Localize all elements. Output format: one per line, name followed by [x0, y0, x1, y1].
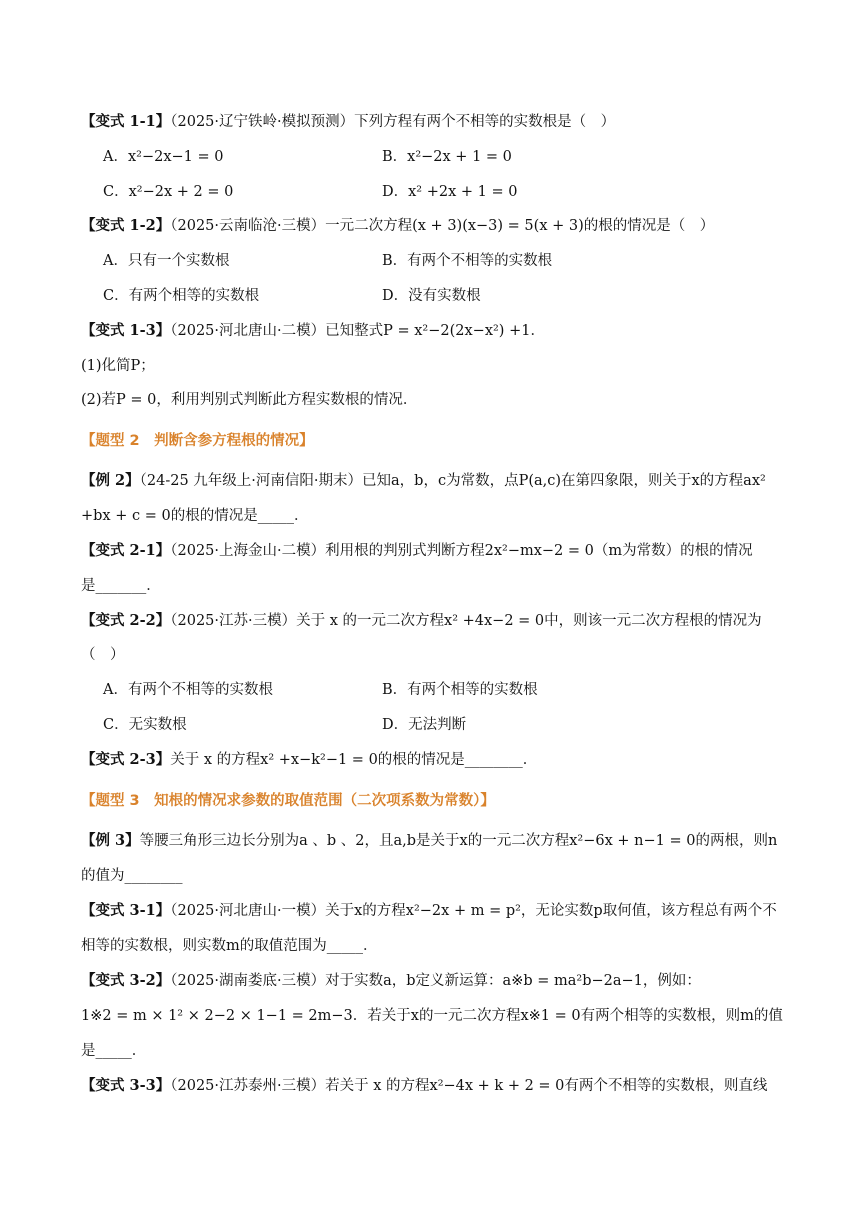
example-3-stem-cont: 的值为________	[81, 868, 183, 884]
example-2-stem: 【例 2】（24-25 九年级上·河南信阳·期末）已知a，b，c为常数，点P(a,c)在第四象限，则关于x的方程ax²	[81, 472, 766, 489]
problem-1-3-part-2: (2)若P = 0，利用判别式判断此方程实数根的情况．	[81, 392, 418, 408]
problem-1-1-stem: 【变式 1-1】（2025·辽宁铁岭·模拟预测）下列方程有两个不相等的实数根是（ ）	[81, 113, 616, 130]
problem-label: 【变式 1-2】	[81, 217, 171, 234]
options-row	[103, 147, 808, 167]
option-d: D．没有实数根	[382, 288, 481, 304]
option-b: B．有两个相等的实数根	[382, 682, 538, 698]
problem-label: 【变式 2-1】	[81, 542, 171, 559]
problem-1-3-part-1: (1)化简P；	[81, 358, 155, 374]
problem-3-2-stem-cont: 是_____．	[81, 1043, 147, 1059]
option-a: A．有两个不相等的实数根	[103, 682, 273, 698]
example-2-stem-cont: +bx + c = 0的根的情况是_____．	[81, 508, 309, 524]
section-heading-2: 【题型 2 判断含参方程根的情况】	[81, 433, 314, 449]
options-row	[103, 251, 808, 271]
option-a: A．x²−2x−1 = 0	[103, 149, 224, 165]
problem-label: 【变式 2-3】	[81, 751, 171, 768]
problem-label: 【变式 3-1】	[81, 902, 171, 919]
option-c: C．x²−2x + 2 = 0	[103, 184, 234, 200]
problem-label: 【变式 3-2】	[81, 972, 171, 989]
problem-3-2-example: 1※2 = m × 1² × 2−2 × 1−1 = 2m−3．若关于x的一元二次方程x※1 = 0有两个相等的实数根，则m的值	[81, 1008, 783, 1024]
option-d: D．x² +2x + 1 = 0	[382, 184, 518, 200]
example-3-stem: 【例 3】等腰三角形三边长分别为a 、b 、2，且a,b是关于x的一元二次方程x²−6x + n−1 = 0的两根，则n	[81, 832, 778, 849]
option-b: B．有两个不相等的实数根	[382, 253, 553, 269]
section-heading-3: 【题型 3 知根的情况求参数的取值范围（二次项系数为常数）】	[81, 793, 495, 809]
problem-3-3-stem: 【变式 3-3】（2025·江苏泰州·三模）若关于 x 的方程x²−4x + k + 2 = 0有两个不相等的实数根，则直线	[81, 1077, 768, 1094]
problem-1-2-stem: 【变式 1-2】（2025·云南临沧·三模）一元二次方程(x + 3)(x−3) = 5(x + 3)的根的情况是（ ）	[81, 217, 715, 234]
option-c: C．无实数根	[103, 717, 187, 733]
problem-2-3-stem: 【变式 2-3】关于 x 的方程x² +x−k²−1 = 0的根的情况是________．	[81, 751, 538, 768]
options-row	[103, 680, 808, 700]
problem-2-1-stem-cont: 是_______．	[81, 578, 161, 594]
problem-3-1-stem: 【变式 3-1】（2025·河北唐山·一模）关于x的方程x²−2x + m = p²，无论实数p取何值，该方程总有两个不	[81, 902, 777, 919]
option-b: B．x²−2x + 1 = 0	[382, 149, 512, 165]
options-row	[103, 715, 808, 735]
problem-3-2-stem: 【变式 3-2】（2025·湖南娄底·三模）对于实数a，b定义新运算：a※b = ma²b−2a−1，例如：	[81, 972, 701, 989]
problem-3-1-stem-cont: 相等的实数根，则实数m的取值范围为_____．	[81, 938, 378, 954]
problem-label: 【变式 2-2】	[81, 612, 171, 629]
option-d: D．无法判断	[382, 717, 467, 733]
problem-1-3-stem: 【变式 1-3】（2025·河北唐山·二模）已知整式P = x²−2(2x−x²) +1．	[81, 322, 545, 339]
option-c: C．有两个相等的实数根	[103, 288, 260, 304]
problem-label: 【变式 3-3】	[81, 1077, 171, 1094]
options-row	[103, 286, 808, 306]
problem-label: 【例 3】	[81, 832, 140, 849]
problem-label: 【例 2】	[81, 472, 140, 489]
problem-label: 【变式 1-1】	[81, 113, 171, 130]
problem-2-2-bracket: （ ）	[81, 647, 125, 663]
problem-label: 【变式 1-3】	[81, 322, 171, 339]
options-row	[103, 182, 808, 202]
problem-2-1-stem: 【变式 2-1】（2025·上海金山·二模）利用根的判别式判断方程2x²−mx−2 = 0（m为常数）的根的情况	[81, 542, 753, 559]
problem-2-2-stem: 【变式 2-2】（2025·江苏·三模）关于 x 的一元二次方程x² +4x−2 = 0中，则该一元二次方程根的情况为	[81, 612, 762, 629]
option-a: A．只有一个实数根	[103, 253, 230, 269]
